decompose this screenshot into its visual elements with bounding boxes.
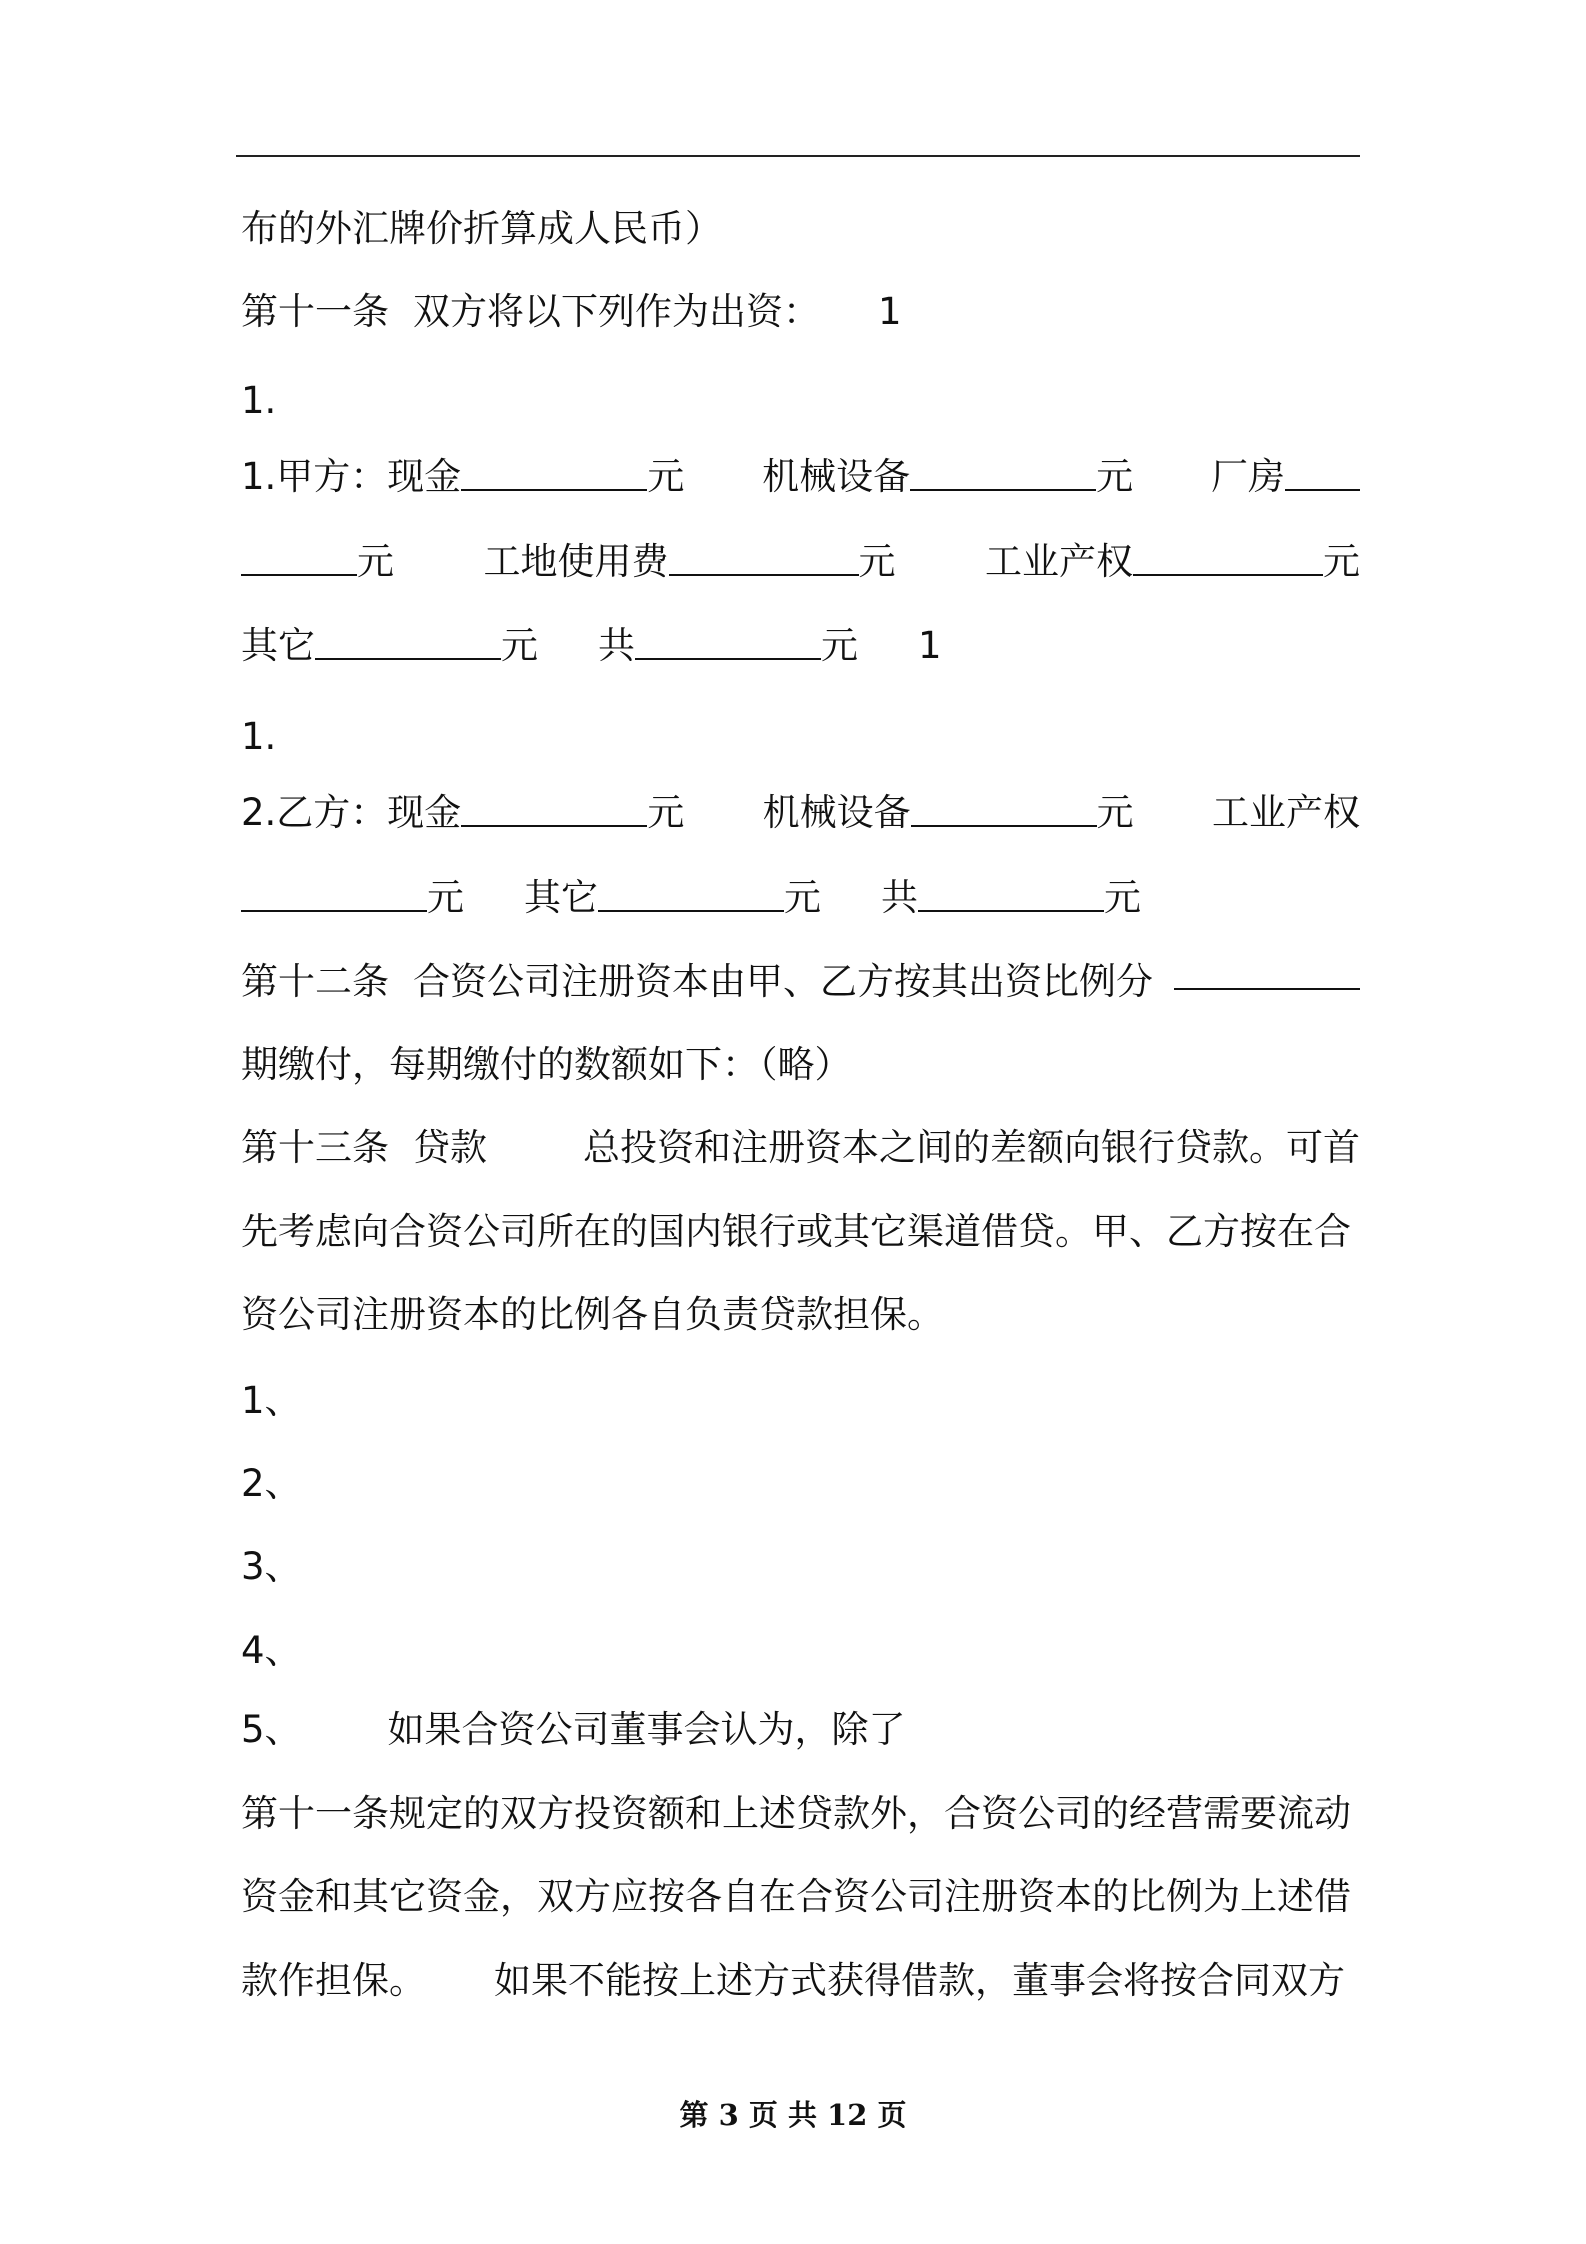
list-item: 2、 bbox=[241, 1462, 302, 1505]
text-line: 期缴付，每期缴付的数额如下：（略） bbox=[241, 1043, 852, 1086]
article-12-heading: 第十二条 合资公司注册资本由甲、乙方按其出资比例分 bbox=[241, 958, 1360, 1006]
page-number-footer: 第 3 页 共 12 页 bbox=[679, 2098, 907, 2132]
blank-field[interactable] bbox=[635, 628, 821, 660]
blank-field[interactable] bbox=[461, 795, 647, 827]
text-line: 先考虑向合资公司所在的国内银行或其它渠道借贷。甲、乙方按在合 bbox=[241, 1210, 1351, 1253]
party-b-line-2: 元 其它 元 共 元 bbox=[241, 874, 1141, 922]
blank-field[interactable] bbox=[1174, 958, 1360, 990]
blank-field[interactable] bbox=[315, 628, 501, 660]
blank-field[interactable] bbox=[910, 459, 1096, 491]
header-rule bbox=[236, 155, 1360, 157]
text-line: 资公司注册资本的比例各自负责贷款担保。 bbox=[241, 1293, 944, 1336]
text-line: 1. bbox=[241, 379, 277, 422]
blank-field[interactable] bbox=[1133, 544, 1323, 576]
text-line: 第十一条规定的双方投资额和上述贷款外，合资公司的经营需要流动 bbox=[241, 1792, 1351, 1835]
party-a-line-2: 元 工地使用费 元 工业产权 元 bbox=[241, 538, 1360, 586]
list-item: 5、 如果合资公司董事会认为，除了 bbox=[241, 1708, 906, 1751]
blank-field[interactable] bbox=[918, 880, 1104, 912]
blank-field[interactable] bbox=[669, 544, 859, 576]
list-item: 1、 bbox=[241, 1379, 302, 1422]
text-line: 1. bbox=[241, 715, 277, 758]
blank-field[interactable] bbox=[461, 459, 647, 491]
text-line: 布的外汇牌价折算成人民币） bbox=[241, 207, 722, 250]
text-line: 款作担保。 如果不能按上述方式获得借款，董事会将按合同双方 bbox=[241, 1959, 1345, 2002]
party-a-line-1: 1.甲方：现金 元 机械设备 元 厂房 bbox=[241, 453, 1360, 501]
blank-field[interactable] bbox=[241, 880, 427, 912]
blank-field[interactable] bbox=[241, 544, 357, 576]
blank-field[interactable] bbox=[1285, 459, 1360, 491]
list-item: 4、 bbox=[241, 1629, 302, 1672]
list-item: 3、 bbox=[241, 1545, 302, 1588]
party-b-line-1: 2.乙方：现金 元 机械设备 元 工业产权 bbox=[241, 791, 1360, 834]
blank-field[interactable] bbox=[911, 795, 1097, 827]
text-line: 资金和其它资金，双方应按各自在合资公司注册资本的比例为上述借 bbox=[241, 1875, 1351, 1918]
article-13-heading: 第十三条 贷款 总投资和注册资本之间的差额向银行贷款。可首 bbox=[241, 1126, 1360, 1169]
blank-field[interactable] bbox=[598, 880, 784, 912]
party-a-line-3: 其它 元 共 元 1 bbox=[241, 624, 942, 667]
article-11-heading: 第十一条 双方将以下列作为出资： 1 bbox=[241, 290, 902, 333]
